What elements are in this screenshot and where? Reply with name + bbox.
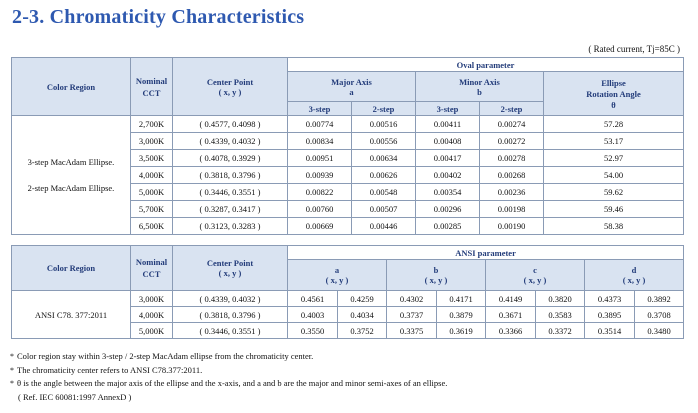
header-point-a: [288, 260, 387, 291]
minor-2step-cell: 0.00272: [480, 133, 544, 150]
header-nominal-cct: Nominal CCT: [131, 246, 173, 291]
rated-current-note: ( Rated current, Tj=85C ): [588, 44, 680, 54]
cy-cell: 0.3583: [536, 307, 585, 323]
cx-cell: 0.4149: [486, 291, 536, 307]
rotation-angle-cell: 59.46: [544, 201, 684, 218]
dx-cell: 0.3514: [585, 323, 635, 339]
header-minor-axis-label: Minor Axis: [459, 76, 500, 87]
major-3step-cell: 0.00939: [288, 167, 352, 184]
header-point-d-sub: ( x, y ): [622, 275, 646, 285]
cct-cell: 6,500K: [131, 218, 173, 235]
center-point-cell: ( 0.3446, 0.3551 ): [173, 184, 288, 201]
header-point-c: [486, 260, 585, 291]
rotation-angle-cell: 58.38: [544, 218, 684, 235]
header-major-axis-label: Major Axis: [331, 76, 372, 87]
minor-3step-cell: 0.00285: [416, 218, 480, 235]
color-region-cell: [12, 116, 131, 235]
center-point-cell: ( 0.3818, 0.3796 ): [173, 167, 288, 184]
region-2step-label: 2-step MacAdam Ellipse.: [27, 182, 115, 193]
cct-cell: 5,000K: [131, 184, 173, 201]
major-2step-cell: 0.00556: [352, 133, 416, 150]
footnote-3: * θ is the angle between the major axis of the ellipse and the x-axis, and a and b are the major and minor semi-axes of an ellipse.: [10, 378, 448, 388]
cy-cell: 0.3372: [536, 323, 585, 339]
center-point-cell: ( 0.4078, 0.3929 ): [173, 150, 288, 167]
center-point-cell: ( 0.4577, 0.4098 ): [173, 116, 288, 133]
footnote-4: ( Ref. IEC 60081:1997 AnnexD ): [18, 391, 132, 402]
rotation-angle-cell: 57.28: [544, 116, 684, 133]
header-point-b-sub: ( x, y ): [424, 275, 448, 285]
dx-cell: 0.3895: [585, 307, 635, 323]
header-nominal-cct: Nominal CCT: [131, 58, 173, 116]
minor-3step-cell: 0.00296: [416, 201, 480, 218]
dy-cell: 0.3480: [635, 323, 684, 339]
major-2step-cell: 0.00626: [352, 167, 416, 184]
cy-cell: 0.3820: [536, 291, 585, 307]
header-point-b-label: b: [433, 265, 439, 275]
header-ansi-parameter: ANSI parameter: [288, 246, 684, 260]
center-point-cell: ( 0.3287, 0.3417 ): [173, 201, 288, 218]
major-3step-cell: 0.00774: [288, 116, 352, 133]
header-ellipse-rotation: [544, 72, 684, 116]
by-cell: 0.4171: [437, 291, 486, 307]
ay-cell: 0.4259: [338, 291, 387, 307]
header-major-axis-sub: a: [349, 86, 354, 97]
major-2step-cell: 0.00507: [352, 201, 416, 218]
header-point-a-sub: ( x, y ): [325, 275, 349, 285]
oval-parameter-table: [11, 57, 684, 235]
bx-cell: 0.3737: [387, 307, 437, 323]
header-center-point-label: Center Point: [206, 258, 254, 268]
major-2step-cell: 0.00548: [352, 184, 416, 201]
minor-2step-cell: 0.00236: [480, 184, 544, 201]
major-3step-cell: 0.00951: [288, 150, 352, 167]
rotation-angle-cell: 54.00: [544, 167, 684, 184]
by-cell: 0.3619: [437, 323, 486, 339]
header-center-point: [173, 246, 288, 291]
header-point-c-label: c: [533, 265, 537, 275]
header-center-point-sub: ( x, y ): [218, 268, 242, 278]
bx-cell: 0.4302: [387, 291, 437, 307]
cct-cell: 2,700K: [131, 116, 173, 133]
header-minor-axis-sub: b: [477, 86, 482, 97]
ax-cell: 0.4561: [288, 291, 338, 307]
cx-cell: 0.3366: [486, 323, 536, 339]
header-major-3step: 3-step: [288, 102, 352, 116]
cct-cell: 5,000K: [131, 323, 173, 339]
center-cell: ( 0.3446, 0.3551 ): [173, 323, 288, 339]
table-row: [12, 291, 684, 307]
cct-cell: 3,000K: [131, 133, 173, 150]
dy-cell: 0.3892: [635, 291, 684, 307]
minor-2step-cell: 0.00198: [480, 201, 544, 218]
center-point-cell: ( 0.4339, 0.4032 ): [173, 133, 288, 150]
ansi-parameter-rows: [12, 291, 684, 339]
header-color-region: Color Region: [12, 246, 131, 291]
major-2step-cell: 0.00446: [352, 218, 416, 235]
ay-cell: 0.4034: [338, 307, 387, 323]
major-3step-cell: 0.00760: [288, 201, 352, 218]
by-cell: 0.3879: [437, 307, 486, 323]
header-oval-parameter: Oval parameter: [288, 58, 684, 72]
header-minor-2step: 2-step: [480, 102, 544, 116]
minor-3step-cell: 0.00417: [416, 150, 480, 167]
header-point-d: [585, 260, 684, 291]
rotation-angle-cell: 59.62: [544, 184, 684, 201]
center-cell: ( 0.4339, 0.4032 ): [173, 291, 288, 307]
bx-cell: 0.3375: [387, 323, 437, 339]
cct-cell: 5,700K: [131, 201, 173, 218]
minor-2step-cell: 0.00190: [480, 218, 544, 235]
major-3step-cell: 0.00834: [288, 133, 352, 150]
ansi-parameter-table: [11, 245, 684, 339]
header-ellipse-rotation-label: Ellipse Rotation Angle: [586, 77, 641, 99]
minor-2step-cell: 0.00278: [480, 150, 544, 167]
major-2step-cell: 0.00634: [352, 150, 416, 167]
header-major-2step: 2-step: [352, 102, 416, 116]
center-point-cell: ( 0.3123, 0.3283 ): [173, 218, 288, 235]
header-point-d-label: d: [631, 265, 637, 275]
color-region-cell: ANSI C78. 377:2011: [12, 291, 131, 339]
header-point-b: [387, 260, 486, 291]
minor-2step-cell: 0.00274: [480, 116, 544, 133]
cx-cell: 0.3671: [486, 307, 536, 323]
ax-cell: 0.3550: [288, 323, 338, 339]
header-point-c-sub: ( x, y ): [523, 275, 547, 285]
major-3step-cell: 0.00822: [288, 184, 352, 201]
rotation-angle-cell: 52.97: [544, 150, 684, 167]
cct-cell: 3,500K: [131, 150, 173, 167]
header-minor-3step: 3-step: [416, 102, 480, 116]
header-color-region: Color Region: [12, 58, 131, 116]
ay-cell: 0.3752: [338, 323, 387, 339]
header-minor-axis: [416, 72, 544, 102]
minor-3step-cell: 0.00411: [416, 116, 480, 133]
cct-cell: 4,000K: [131, 307, 173, 323]
page-title: 2-3. Chromaticity Characteristics: [12, 6, 305, 28]
minor-3step-cell: 0.00408: [416, 133, 480, 150]
table-row: [12, 116, 684, 133]
minor-3step-cell: 0.00402: [416, 167, 480, 184]
major-2step-cell: 0.00516: [352, 116, 416, 133]
minor-3step-cell: 0.00354: [416, 184, 480, 201]
center-cell: ( 0.3818, 0.3796 ): [173, 307, 288, 323]
header-center-point-sub: ( x, y ): [218, 86, 242, 97]
header-center-point: [173, 58, 288, 116]
header-major-axis: [288, 72, 416, 102]
ax-cell: 0.4003: [288, 307, 338, 323]
header-center-point-label: Center Point: [206, 76, 254, 87]
region-3step-label: 3-step MacAdam Ellipse.: [27, 156, 115, 167]
major-3step-cell: 0.00669: [288, 218, 352, 235]
header-point-a-label: a: [334, 265, 340, 275]
header-ellipse-rotation-sub: θ: [611, 99, 616, 110]
cct-cell: 4,000K: [131, 167, 173, 184]
minor-2step-cell: 0.00268: [480, 167, 544, 184]
footnotes: [10, 350, 447, 404]
oval-parameter-rows: [12, 116, 684, 235]
dy-cell: 0.3708: [635, 307, 684, 323]
footnote-2: * The chromaticity center refers to ANSI C78.377:2011.: [10, 364, 203, 375]
rotation-angle-cell: 53.17: [544, 133, 684, 150]
dx-cell: 0.4373: [585, 291, 635, 307]
footnote-1: * Color region stay within 3-step / 2-step MacAdam ellipse from the chromaticity center.: [10, 351, 314, 361]
cct-cell: 3,000K: [131, 291, 173, 307]
